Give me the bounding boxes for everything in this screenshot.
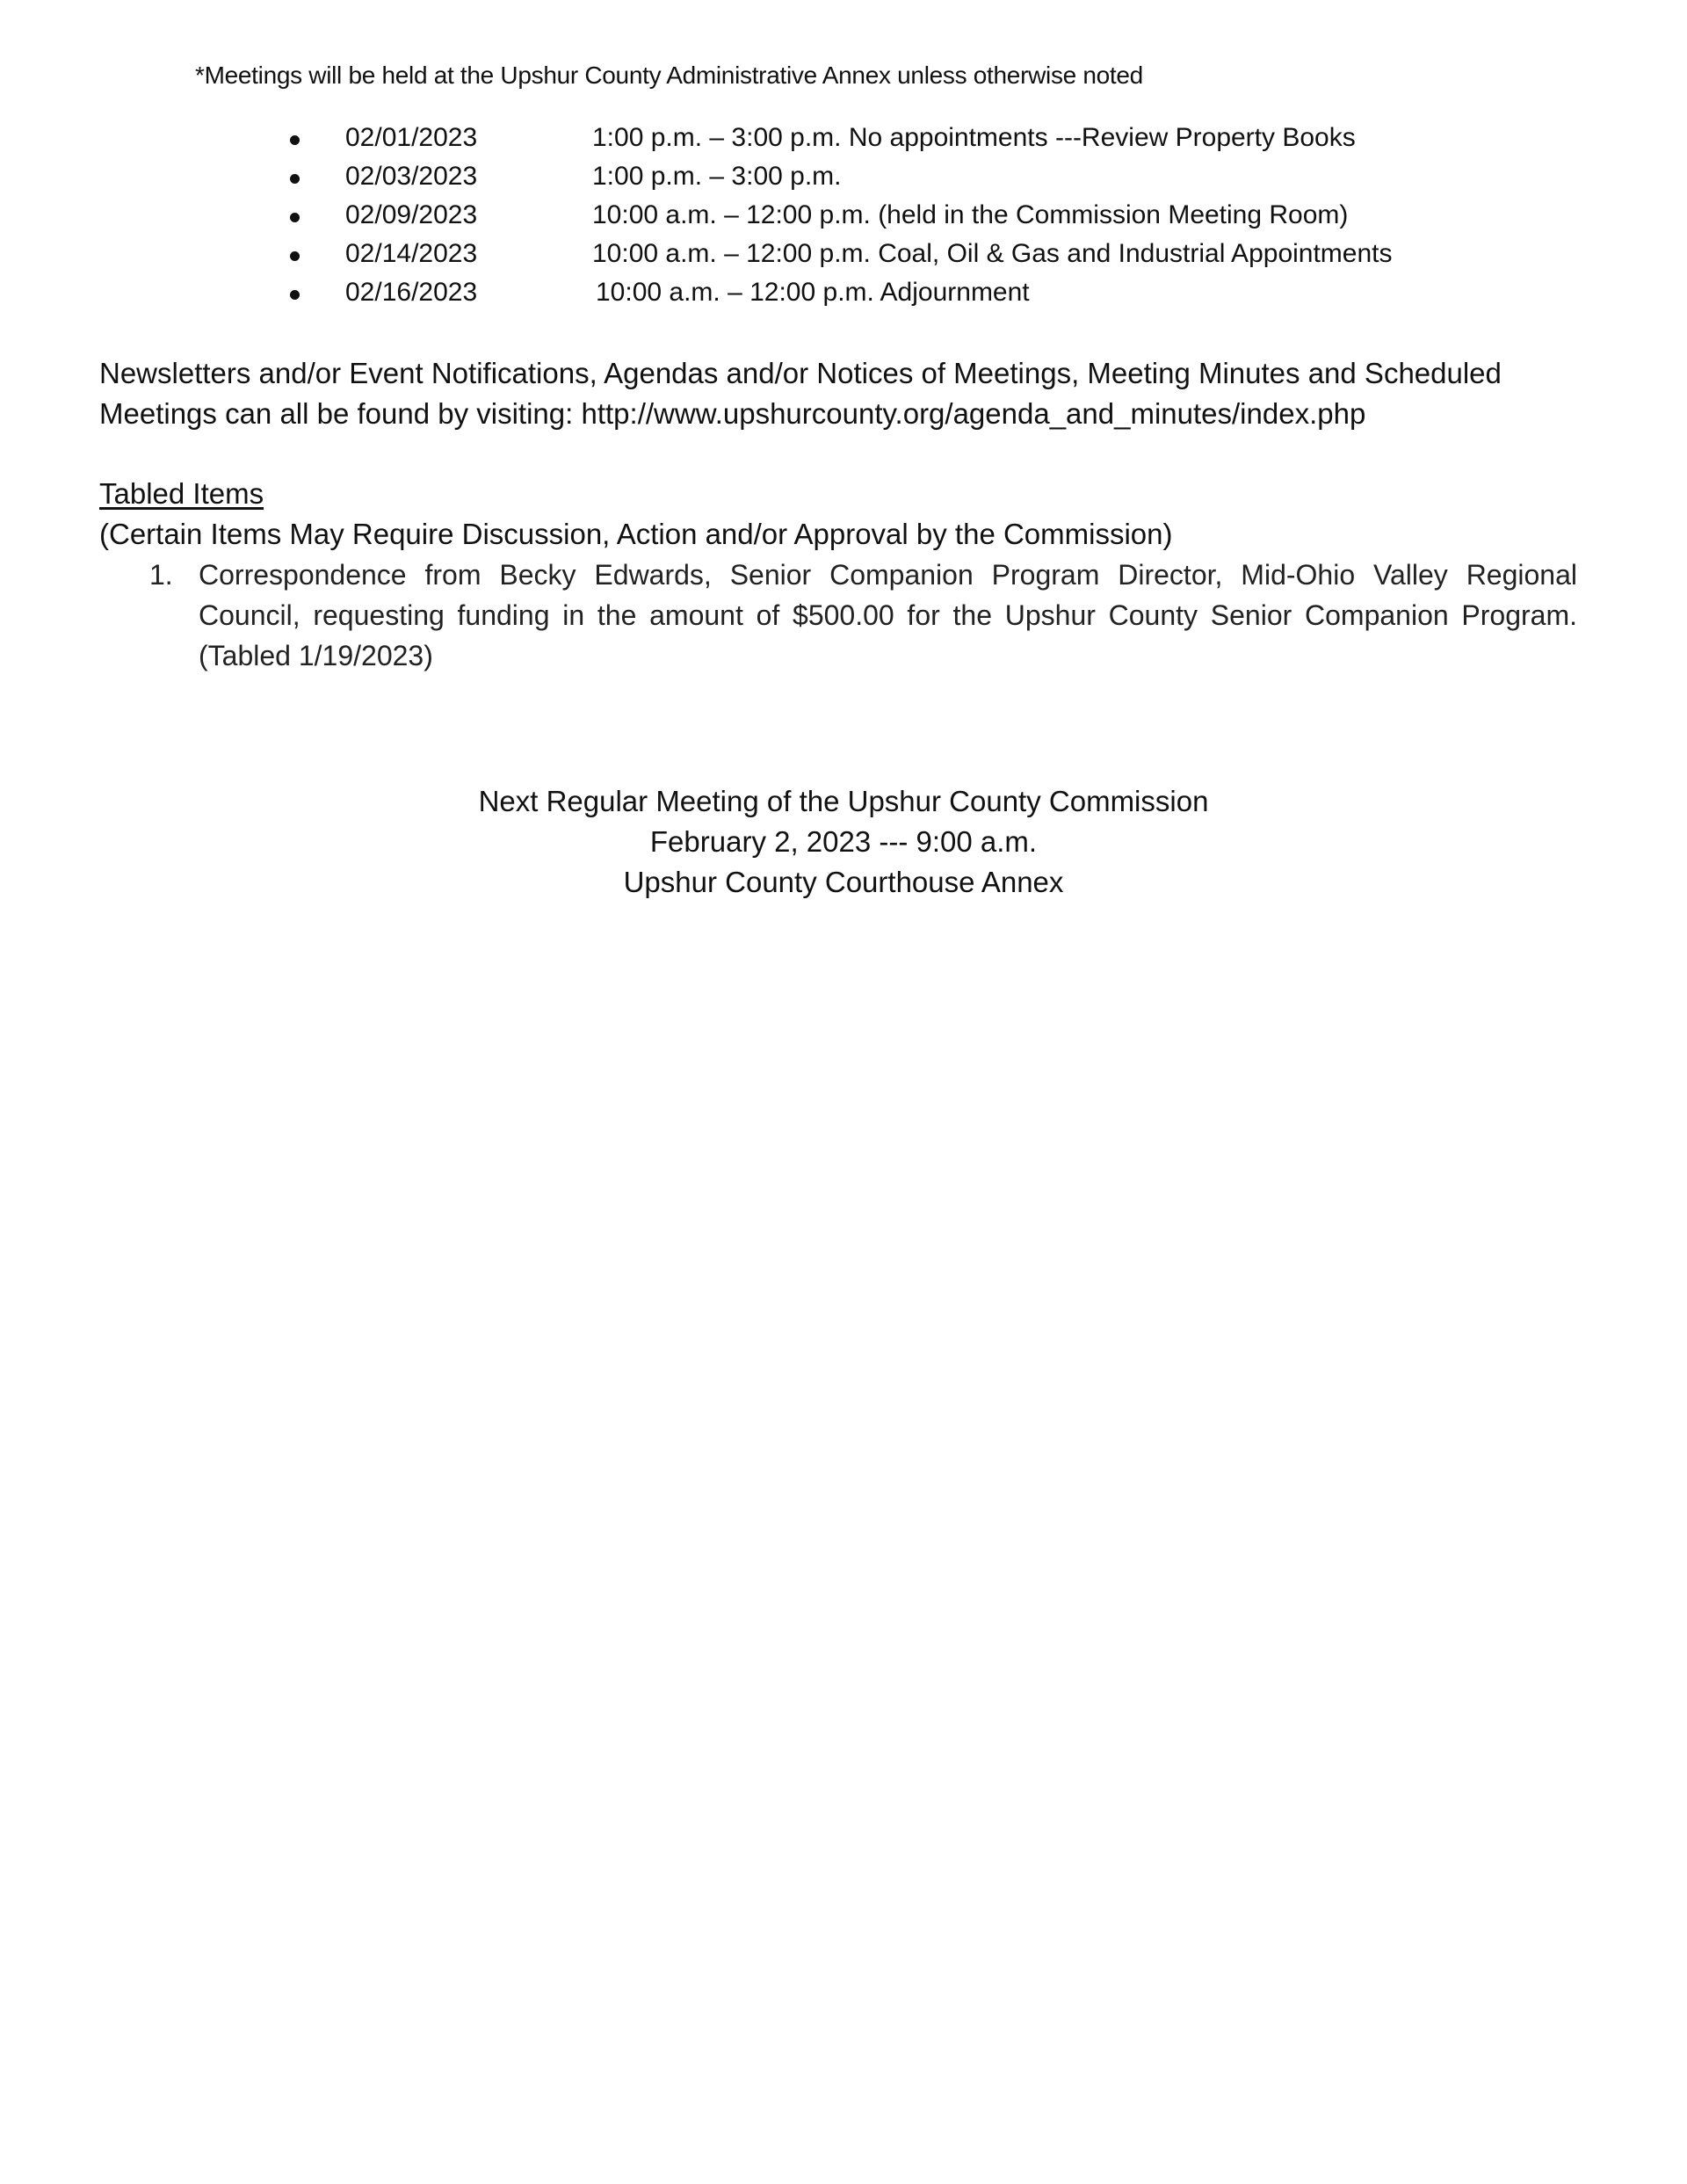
schedule-details: 10:00 a.m. – 12:00 p.m. Adjournment xyxy=(596,278,1030,307)
schedule-item xyxy=(290,162,1520,200)
bullet-icon xyxy=(290,251,300,261)
newsletter-paragraph: Newsletters and/or Event Notifications, Agendas and/or Notices of Meetings, Meeting Minutes and Scheduled Meetings can all be found by visiting: http://www.upshurcounty.org/agenda_and_minutes/index.php xyxy=(99,357,1502,430)
schedule-date: 02/14/2023 xyxy=(345,239,478,268)
schedule-item xyxy=(290,123,1520,162)
schedule-date: 02/09/2023 xyxy=(345,200,478,229)
schedule-details: 1:00 p.m. – 3:00 p.m. No appointments ---Review Property Books xyxy=(592,123,1356,152)
bullet-icon xyxy=(290,174,300,184)
schedule-details: 1:00 p.m. – 3:00 p.m. xyxy=(592,162,842,191)
next-meeting-block xyxy=(0,781,1687,903)
next-meeting-datetime: February 2, 2023 --- 9:00 a.m. xyxy=(649,825,1038,858)
meeting-location-note: *Meetings will be held at the Upshur County Administrative Annex unless otherwise noted xyxy=(195,62,1143,89)
schedule-date: 02/16/2023 xyxy=(345,278,478,307)
item-number: 1. xyxy=(149,559,173,591)
tabled-items-subheading: (Certain Items May Require Discussion, Action and/or Approval by the Commission) xyxy=(99,518,1173,550)
tabled-items-heading: Tabled Items xyxy=(99,477,264,510)
next-meeting-location: Upshur County Courthouse Annex xyxy=(623,866,1064,898)
schedule-item xyxy=(290,239,1520,278)
tabled-item xyxy=(149,555,1577,676)
tabled-items-list xyxy=(149,555,1577,676)
schedule-date: 02/01/2023 xyxy=(345,123,478,152)
bullet-icon xyxy=(290,213,300,222)
schedule-item xyxy=(290,200,1520,239)
schedule-details: 10:00 a.m. – 12:00 p.m. (held in the Commission Meeting Room) xyxy=(592,200,1349,229)
next-meeting-title: Next Regular Meeting of the Upshur County Commission xyxy=(478,785,1209,817)
schedule-date: 02/03/2023 xyxy=(345,162,478,191)
meeting-schedule-list xyxy=(290,123,1520,316)
schedule-details: 10:00 a.m. – 12:00 p.m. Coal, Oil & Gas and Industrial Appointments xyxy=(592,239,1393,268)
bullet-icon xyxy=(290,290,300,300)
item-text: Correspondence from Becky Edwards, Senior Companion Program Director, Mid-Ohio Valley Regional Council, requesting funding in the amount of $500.00 for the Upshur County Senior Companion Program. (Tabled 1/19/2023) xyxy=(199,559,1577,671)
bullet-icon xyxy=(290,135,300,145)
schedule-item xyxy=(290,278,1520,316)
